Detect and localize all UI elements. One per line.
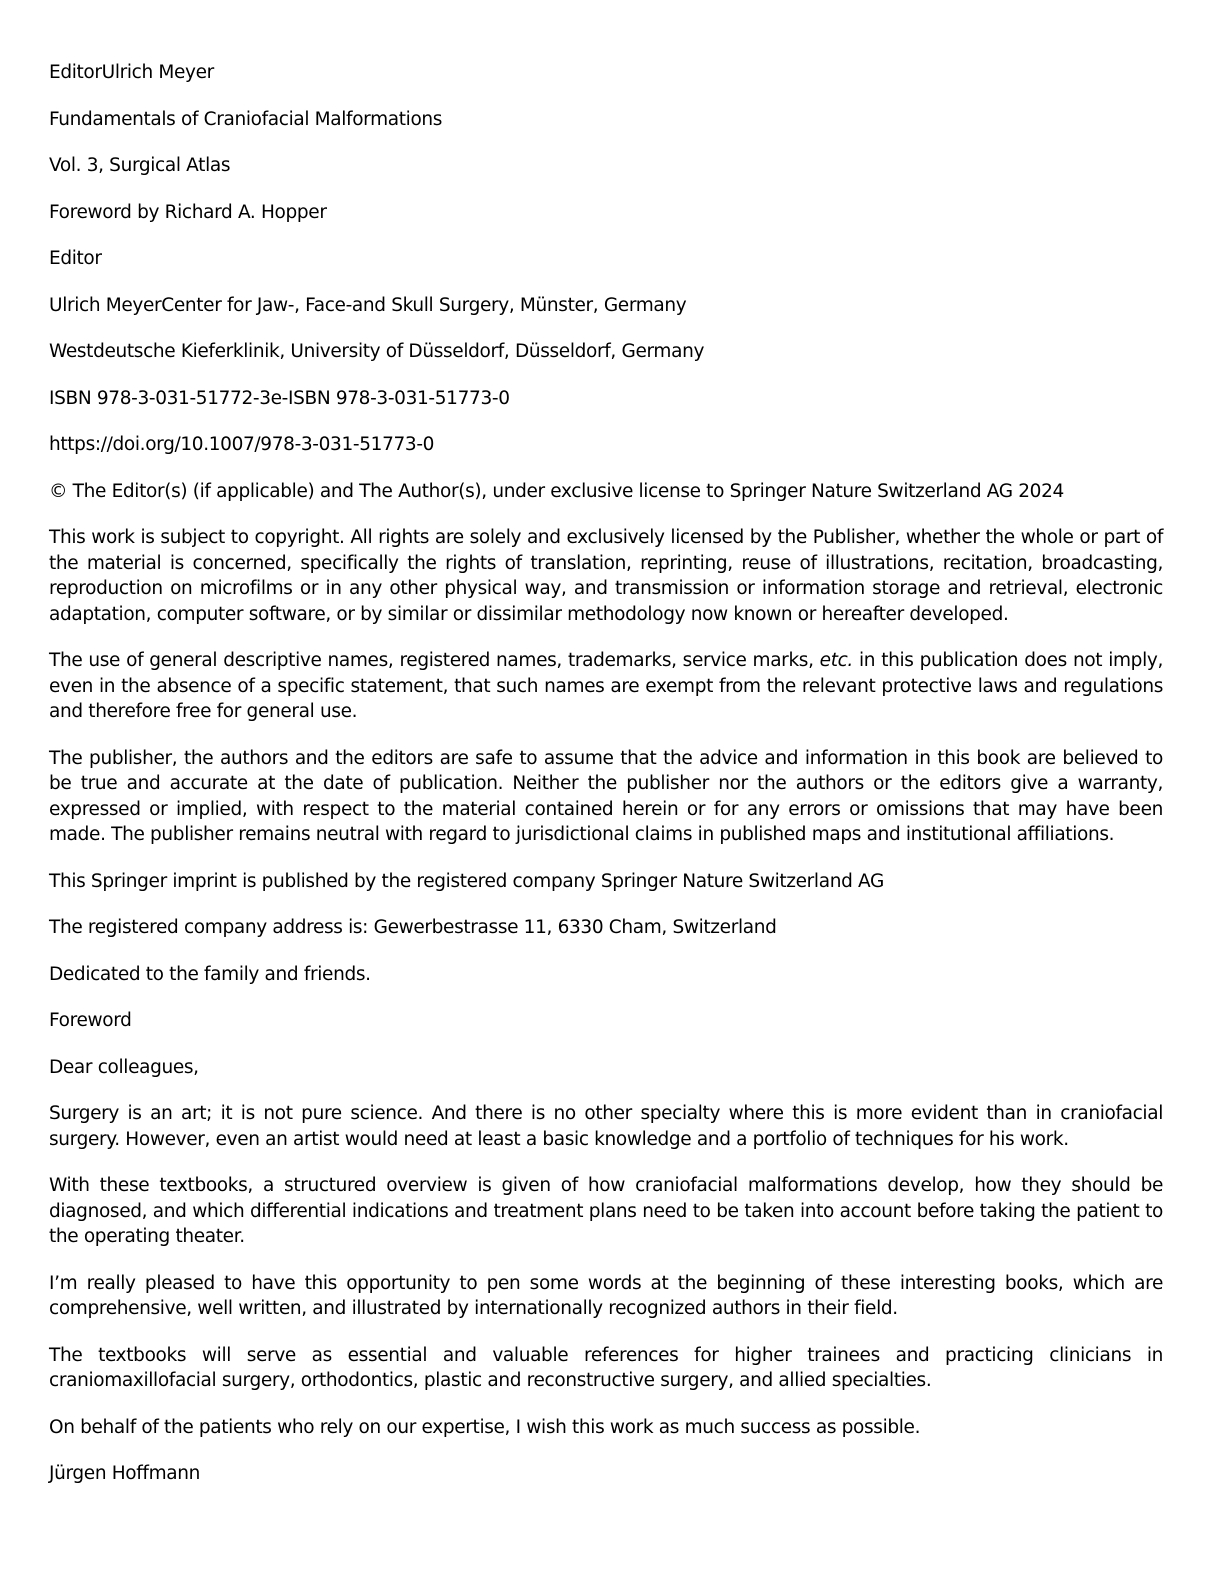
foreword-paragraph: On behalf of the patients who rely on our expertise, I wish this work as much success as possible.: [49, 1416, 921, 1438]
editor-affiliation-1: Ulrich MeyerCenter for Jaw-, Face-and Skull Surgery, Münster, Germany: [49, 294, 687, 316]
imprint-statement: This Springer imprint is published by the registered company Springer Nature Switzerland AG: [49, 870, 884, 892]
foreword-salutation: Dear colleagues,: [49, 1056, 199, 1078]
trademark-text-italic: etc.: [819, 650, 853, 671]
dedication: Dedicated to the family and friends.: [49, 963, 371, 985]
foreword-paragraph: I’m really pleased to have this opportunity to pen some words at the beginning of these interesting books, which are comprehensive, well written, and illustrated by internationally recognized authors in their field.: [49, 1272, 1163, 1319]
trademark-paragraph: [49, 648, 1163, 725]
foreword-paragraph: With these textbooks, a structured overview is given of how craniofacial malformations develop, how they should be diagnosed, and which differential indications and treatment plans need to be taken into account before taking the patient to the operating theater.: [49, 1175, 1163, 1247]
editor-affiliation-2: Westdeutsche Kieferklinik, University of Düsseldorf, Düsseldorf, Germany: [49, 341, 705, 362]
book-title: Fundamentals of Craniofacial Malformations: [49, 108, 443, 130]
company-address: The registered company address is: Gewerbestrasse 11, 6330 Cham, Switzerland: [49, 917, 777, 938]
foreword-by: Foreword by Richard A. Hopper: [49, 201, 327, 223]
trademark-text-start: The use of general descriptive names, registered names, trademarks, service marks,: [49, 650, 820, 671]
doi-link[interactable]: https://doi.org/10.1007/978-3-031-51773-0: [49, 434, 435, 455]
copyright-paragraph: This work is subject to copyright. All rights are solely and exclusively licensed by the Publisher, whether the whole or part of the material is concerned, specifically the rights of translation, reprinting, reuse of illustrations, recitation, broadcasting, reproduction on microfilms or in any other physical way, and transmission or information storage and retrieval, electronic adaptation, computer software, or by similar or dissimilar methodology now known or hereafter developed.: [49, 527, 1163, 625]
foreword-paragraph: The textbooks will serve as essential and valuable references for higher trainees and practicing clinicians in craniomaxillofacial surgery, orthodontics, plastic and reconstructive surgery, and allied specialties.: [49, 1344, 1163, 1391]
copyright-notice: © The Editor(s) (if applicable) and The Author(s), under exclusive license to Springer Nature Switzerland AG 2024: [49, 480, 1064, 502]
foreword-signature: Jürgen Hoffmann: [49, 1463, 201, 1484]
volume-subtitle: Vol. 3, Surgical Atlas: [49, 155, 231, 176]
editor-label: Editor: [49, 248, 102, 269]
trademark-text-end: in this publication does not imply, even in the absence of a specific statement, that such names are exempt from the relevant protective laws and regulations and therefore free for general use.: [49, 650, 1163, 722]
disclaimer-paragraph: The publisher, the authors and the editors are safe to assume that the advice and information in this book are believed to be true and accurate at the date of publication. Neither the publisher nor the authors or the editors give a warranty, expressed or implied, with respect to the material contained herein or for any errors or omissions that may have been made. The publisher remains neutral with regard to jurisdictional claims in published maps and institutional affiliations.: [49, 747, 1163, 845]
foreword-paragraph: Surgery is an art; it is not pure science. And there is no other specialty where this is more evident than in craniofacial surgery. However, even an artist would need at least a basic knowledge and a portfolio of techniques for his work.: [49, 1103, 1163, 1150]
editor-line: EditorUlrich Meyer: [49, 62, 214, 83]
isbn: ISBN 978-3-031-51772-3e-ISBN 978-3-031-51773-0: [49, 387, 510, 409]
foreword-heading: Foreword: [49, 1010, 132, 1031]
document-page: [49, 60, 1163, 1508]
